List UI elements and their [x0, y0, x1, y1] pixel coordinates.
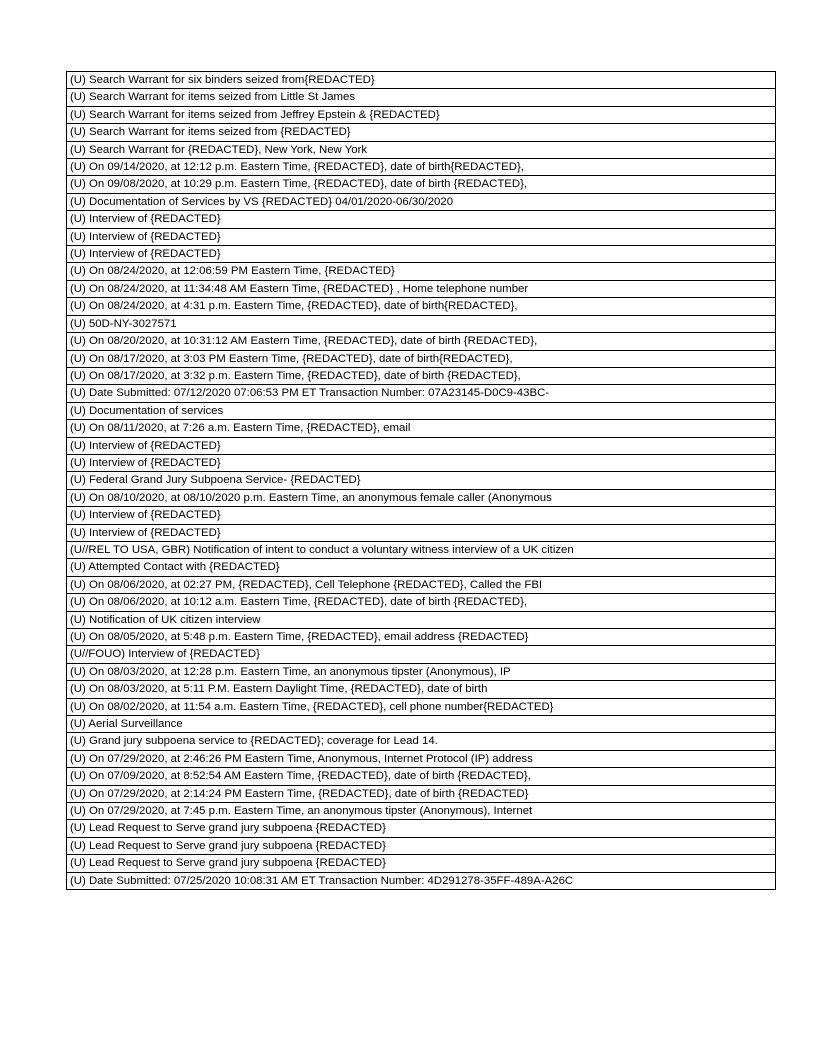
table-cell: (U//FOUO) Interview of {REDACTED} [67, 646, 776, 663]
table-row [67, 454, 776, 471]
table-row [67, 472, 776, 489]
table-cell: (U) Date Submitted: 07/12/2020 07:06:53 PM ET Transaction Number: 07A23145-D0C9-43BC- [67, 385, 776, 402]
table-cell: (U//REL TO USA, GBR) Notification of intent to conduct a voluntary witness interview of a UK citizen [67, 541, 776, 558]
table-row [67, 803, 776, 820]
table-cell: (U) Grand jury subpoena service to {REDACTED}; coverage for Lead 14. [67, 733, 776, 750]
table-cell: (U) On 08/20/2020, at 10:31:12 AM Eastern Time, {REDACTED}, date of birth {REDACTED}, [67, 333, 776, 350]
table-cell: (U) On 08/11/2020, at 7:26 a.m. Eastern Time, {REDACTED}, email [67, 420, 776, 437]
table-cell: (U) Search Warrant for items seized from Little St James [67, 89, 776, 106]
table-row [67, 785, 776, 802]
table-row [67, 541, 776, 558]
table-cell: (U) On 08/24/2020, at 12:06:59 PM Eastern Time, {REDACTED} [67, 263, 776, 280]
table-row [67, 559, 776, 576]
table-row [67, 228, 776, 245]
table-cell: (U) Search Warrant for six binders seized from{REDACTED} [70, 74, 375, 86]
table-cell: (U) Lead Request to Serve grand jury subpoena {REDACTED} [67, 820, 776, 837]
table-cell: (U) On 08/17/2020, at 3:32 p.m. Eastern Time, {REDACTED}, date of birth {REDACTED}, [67, 367, 776, 384]
table-row [67, 820, 776, 837]
table-cell: (U) On 08/03/2020, at 5:11 P.M. Eastern Daylight Time, {REDACTED}, date of birth [67, 681, 776, 698]
table-cell: (U) Interview of {REDACTED} [67, 246, 776, 263]
table-row [67, 576, 776, 593]
table-row [67, 507, 776, 524]
table-row [67, 611, 776, 628]
table-cell: (U) On 09/08/2020, at 10:29 p.m. Eastern Time, {REDACTED}, date of birth {REDACTED}, [67, 176, 776, 193]
table-row [67, 367, 776, 384]
table-cell: (U) Notification of UK citizen interview [67, 611, 776, 628]
table-row [67, 594, 776, 611]
table-row [67, 385, 776, 402]
table-cell: (U) On 07/29/2020, at 2:14:24 PM Eastern Time, {REDACTED}, date of birth {REDACTED} [67, 785, 776, 802]
table-cell: (U) On 07/29/2020, at 2:46:26 PM Eastern Time, Anonymous, Internet Protocol (IP) address [67, 750, 776, 767]
table-cell: (U) Interview of {REDACTED} [67, 507, 776, 524]
table-row [67, 141, 776, 158]
table-row [67, 420, 776, 437]
table-cell: (U) Search Warrant for {REDACTED}, New York, New York [67, 141, 776, 158]
table-row [67, 124, 776, 141]
table-cell: (U) On 09/14/2020, at 12:12 p.m. Eastern Time, {REDACTED}, date of birth{REDACTED}, [67, 159, 776, 176]
table-cell: (U) Interview of {REDACTED} [67, 524, 776, 541]
table-row [67, 280, 776, 297]
table-row [67, 872, 776, 889]
table-row [67, 716, 776, 733]
table-row [67, 176, 776, 193]
table-row [67, 246, 776, 263]
table-row [67, 733, 776, 750]
table-row [67, 663, 776, 680]
table-row [67, 298, 776, 315]
table-row [67, 698, 776, 715]
table-cell: (U) Interview of {REDACTED} [67, 437, 776, 454]
table-cell: (U) On 08/06/2020, at 10:12 a.m. Eastern Time, {REDACTED}, date of birth {REDACTED}, [67, 594, 776, 611]
table-cell: (U) On 08/24/2020, at 4:31 p.m. Eastern Time, {REDACTED}, date of birth{REDACTED}, [67, 298, 776, 315]
table-cell: (U) Attempted Contact with {REDACTED} [67, 559, 776, 576]
table-cell: (U) On 08/03/2020, at 12:28 p.m. Eastern Time, an anonymous tipster (Anonymous), IP [67, 663, 776, 680]
table-row [67, 89, 776, 106]
table-row [67, 211, 776, 228]
table-cell: (U) Documentation of Services by VS {REDACTED} 04/01/2020-06/30/2020 [67, 193, 776, 210]
table-row [67, 333, 776, 350]
table-row [67, 489, 776, 506]
table-cell: (U) Federal Grand Jury Subpoena Service- {REDACTED} [67, 472, 776, 489]
table-cell: (U) Lead Request to Serve grand jury subpoena {REDACTED} [67, 855, 776, 872]
table-cell: (U) Interview of {REDACTED} [67, 211, 776, 228]
table-row [67, 437, 776, 454]
table-cell: (U) Search Warrant for items seized from Jeffrey Epstein & {REDACTED} [67, 106, 776, 123]
table-row [67, 837, 776, 854]
table-cell: (U) On 07/29/2020, at 7:45 p.m. Eastern Time, an anonymous tipster (Anonymous), Internet [67, 803, 776, 820]
table-cell: (U) On 08/17/2020, at 3:03 PM Eastern Time, {REDACTED}, date of birth{REDACTED}, [67, 350, 776, 367]
table-cell: (U) On 08/05/2020, at 5:48 p.m. Eastern Time, {REDACTED}, email address {REDACTED} [67, 629, 776, 646]
table-row [67, 524, 776, 541]
table-cell: (U) On 08/24/2020, at 11:34:48 AM Eastern Time, {REDACTED} , Home telephone number [67, 280, 776, 297]
table-cell: (U) Documentation of services [67, 402, 776, 419]
table-row [67, 402, 776, 419]
table-cell: (U) On 08/02/2020, at 11:54 a.m. Eastern Time, {REDACTED}, cell phone number{REDACTED} [67, 698, 776, 715]
table-row [67, 315, 776, 332]
table-row [67, 681, 776, 698]
table-cell: (U) On 07/09/2020, at 8:52:54 AM Eastern Time, {REDACTED}, date of birth {REDACTED}, [67, 768, 776, 785]
table-row [67, 855, 776, 872]
table-cell: (U) Date Submitted: 07/25/2020 10:08:31 AM ET Transaction Number: 4D291278-35FF-489A-A26C [67, 872, 776, 889]
table-cell: (U) Interview of {REDACTED} [67, 454, 776, 471]
table-row [67, 193, 776, 210]
table-row [67, 350, 776, 367]
records-table [66, 71, 776, 890]
table-row [67, 106, 776, 123]
table-row [67, 750, 776, 767]
table-row [67, 768, 776, 785]
table-cell: (U) 50D-NY-3027571 [67, 315, 776, 332]
table-cell: (U) Lead Request to Serve grand jury subpoena {REDACTED} [67, 837, 776, 854]
table-cell: (U) On 08/06/2020, at 02:27 PM, {REDACTED}, Cell Telephone {REDACTED}, Called the FBI [67, 576, 776, 593]
table-row [67, 263, 776, 280]
table-cell: (U) Aerial Surveillance [67, 716, 776, 733]
table-cell: (U) Search Warrant for items seized from {REDACTED} [67, 124, 776, 141]
table-row [67, 159, 776, 176]
table-cell: (U) Interview of {REDACTED} [67, 228, 776, 245]
table-row [67, 646, 776, 663]
table-cell: (U) On 08/10/2020, at 08/10/2020 p.m. Eastern Time, an anonymous female caller (Anonymous [67, 489, 776, 506]
table-row [67, 72, 776, 89]
table-row [67, 629, 776, 646]
